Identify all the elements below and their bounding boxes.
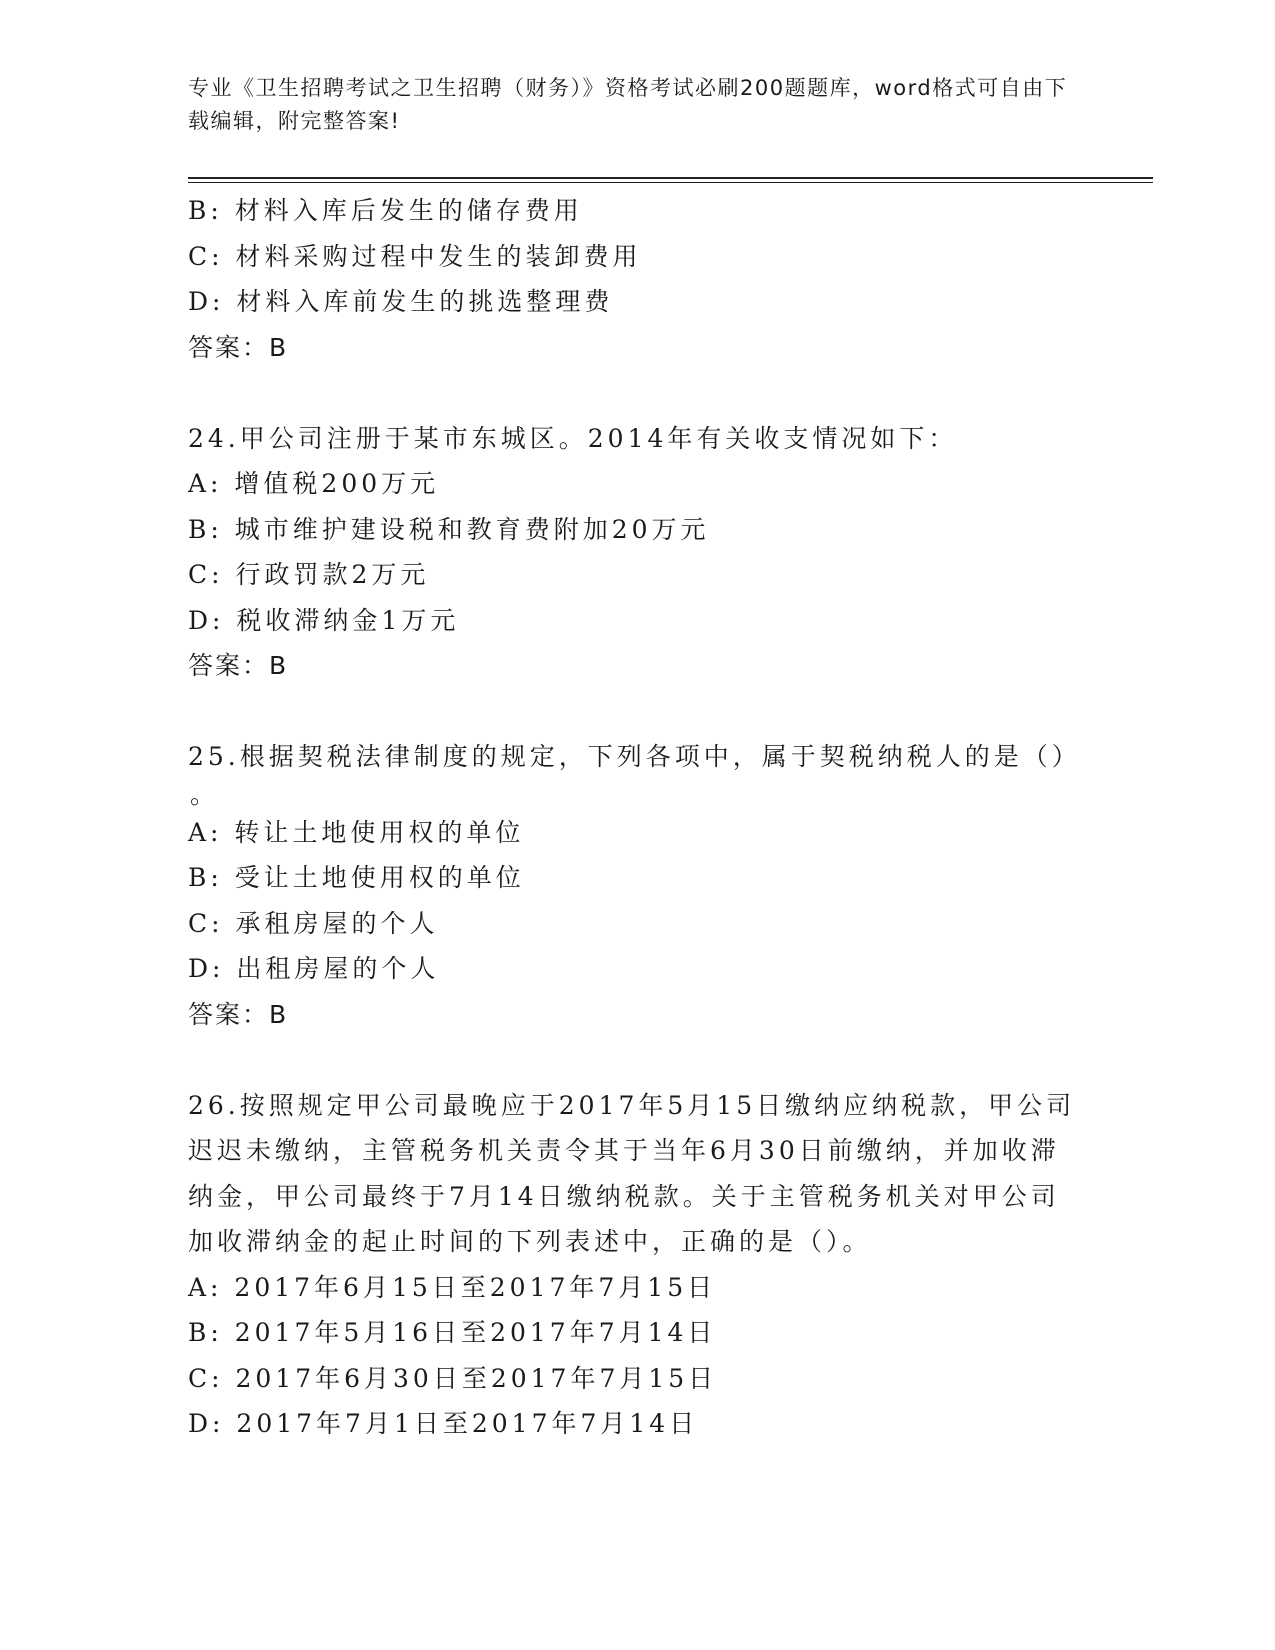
answer: 答案：B (188, 651, 289, 680)
question-25 (188, 734, 1088, 1037)
option-b: B: 城市维护建设税和教育费附加20万元 (188, 514, 710, 544)
question-23 (188, 188, 1088, 370)
option-c: C: 承租房屋的个人 (188, 908, 439, 938)
option-c: C: 2017年6月30日至2017年7月15日 (188, 1363, 718, 1393)
header-rule-thin (188, 182, 1153, 183)
question-24 (188, 416, 1088, 689)
question-stem-line: 加收滞纳金的起止时间的下列表述中，正确的是（）。 (188, 1227, 872, 1256)
option-d: D: 出租房屋的个人 (188, 954, 440, 983)
question-stem-tail: 。 (190, 779, 220, 809)
question-26 (188, 1083, 1088, 1447)
header-rule-thick (188, 177, 1153, 179)
question-stem: 24.甲公司注册于某市东城区。2014年有关收支情况如下： (188, 423, 958, 453)
spacer (188, 689, 1088, 735)
option-a: A: 增值税200万元 (188, 469, 440, 498)
option-d: D: 材料入库前发生的挑选整理费 (188, 287, 614, 316)
answer: 答案：B (188, 999, 289, 1029)
question-stem-line: 26.按照规定甲公司最晚应于2017年5月15日缴纳应纳税款，甲公司 (188, 1090, 1076, 1120)
option-a: A: 2017年6月15日至2017年7月15日 (188, 1272, 717, 1302)
option-d: D: 税收滞纳金1万元 (188, 605, 460, 635)
answer: 答案：B (188, 332, 289, 362)
option-b: B: 2017年5月16日至2017年7月14日 (188, 1318, 717, 1347)
option-c: C: 行政罚款2万元 (188, 560, 430, 589)
spacer (188, 370, 1088, 416)
document-header (188, 72, 1068, 138)
question-stem-line: 迟迟未缴纳，主管税务机关责令其于当年6月30日前缴纳，并加收滞 (188, 1136, 1060, 1165)
option-d: D: 2017年7月1日至2017年7月14日 (188, 1409, 699, 1438)
header-text: 专业《卫生招聘考试之卫生招聘（财务）》资格考试必刷200题题库，word格式可自由下载编辑，附完整答案! (188, 76, 1068, 133)
option-a: A: 转让土地使用权的单位 (188, 817, 525, 847)
option-b: B: 材料入库后发生的储存费用 (188, 196, 583, 225)
question-content (188, 188, 1088, 1447)
option-b: B: 受让土地使用权的单位 (188, 863, 525, 892)
question-stem: 25.根据契税法律制度的规定，下列各项中，属于契税纳税人的是（） (188, 742, 1081, 771)
spacer (188, 1037, 1088, 1083)
option-c: C: 材料采购过程中发生的装卸费用 (188, 241, 642, 271)
question-stem-line: 纳金，甲公司最终于7月14日缴纳税款。关于主管税务机关对甲公司 (188, 1181, 1060, 1211)
